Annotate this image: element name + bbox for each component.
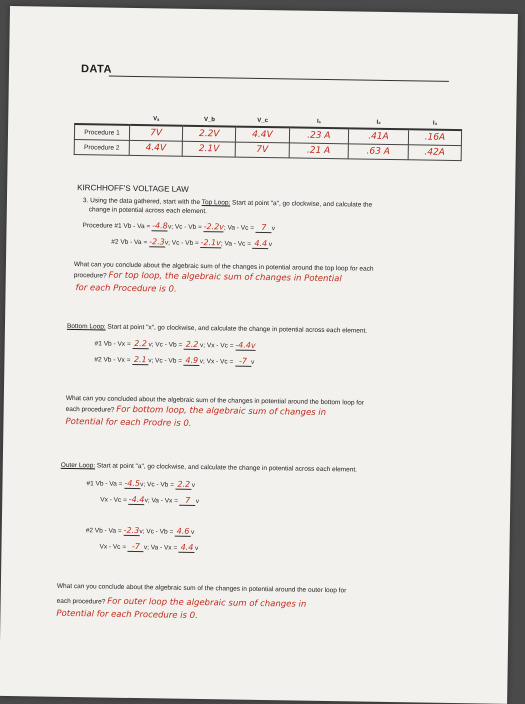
row-text: v; Va - Vx =	[143, 544, 178, 552]
bottom-loop-intro	[67, 323, 367, 335]
table-cell: .42A	[408, 145, 461, 161]
row-text: v	[268, 241, 273, 249]
answer-field: -4.8	[152, 221, 168, 231]
table-row-label: Procedure 2	[74, 140, 129, 156]
answer-field: 2.2	[177, 479, 191, 489]
row-label: #1 Vb - Vx =	[94, 340, 131, 348]
row-text: ; Va - Vc =	[220, 240, 251, 248]
row-label: #2 Vb - Va =	[111, 238, 148, 247]
kvl-heading: KIRCHHOFF'S VOLTAGE LAW	[77, 183, 189, 194]
answer-field: -2.3	[123, 525, 140, 536]
table-header-vb: V_b	[203, 116, 216, 123]
answer-outer-line-1: For outer loop the algebraic sum of changes in	[107, 596, 307, 610]
top-loop-row-2	[111, 237, 272, 250]
table-header-va: Vₐ	[153, 115, 160, 122]
row-text: v; Vc - Vb =	[148, 357, 183, 365]
outer-loop-p2-row-1	[86, 525, 195, 537]
row-text: v; Vc - Vb =	[139, 528, 174, 536]
table-cell: .23 A	[289, 127, 349, 143]
answer-top-line-1: For top loop, the algebraic sum of changes in Potential	[108, 270, 342, 285]
answer-top-line-2: for each Procedure is 0.	[75, 283, 177, 295]
answer-field: -2.2v	[203, 222, 225, 232]
answer-field: 4.4	[254, 238, 268, 249]
table-cell: 7V	[129, 125, 182, 141]
row-text: v; Vx - Vc =	[199, 342, 234, 350]
answer-field: 4.6	[176, 526, 190, 536]
row-text: v	[194, 544, 199, 553]
row-text: v	[250, 358, 255, 366]
answer-outer-line-2: Potential for each Procedure is 0.	[56, 608, 198, 622]
answer-field: 4.9	[185, 355, 199, 365]
table-header-i3: I₃	[432, 120, 438, 127]
table-cell: .21 A	[289, 143, 349, 159]
answer-field: 4.4	[180, 542, 194, 552]
row-label: #2 Vb - Vx =	[94, 356, 131, 364]
top-loop-label: Top Loop:	[201, 199, 231, 207]
question-top-line-2: procedure? For top loop, the algebraic sum of changes in Potential	[73, 270, 342, 285]
answer-field: -7	[235, 357, 251, 367]
outer-loop-label: Outer Loop:	[60, 461, 96, 470]
data-table	[74, 112, 463, 161]
table-header-i1: I₁	[316, 118, 322, 125]
row-text: v; Vc - Vb =	[140, 481, 174, 489]
answer-field: 2.1	[133, 354, 147, 365]
bottom-loop-row-2	[94, 354, 254, 367]
table-cell: 2.1V	[182, 141, 235, 157]
q3-line-2: change in potential across each element.	[88, 206, 208, 216]
answer-field: -7	[128, 542, 144, 552]
row-text: v	[191, 481, 196, 489]
table-cell: 4.4V	[129, 140, 182, 156]
worksheet-page	[0, 6, 518, 704]
outer-loop-p1-row-2	[100, 494, 199, 506]
row-label: #2 Vb - Va =	[85, 527, 122, 535]
row-text: v	[190, 528, 195, 536]
q3-text-2: Start at point "a", go clockwise, and calculate the	[230, 199, 373, 209]
row-text: v; Va - Vx =	[144, 497, 178, 505]
row-text: v	[195, 497, 200, 506]
bottom-loop-text: Start at point "x", go clockwise, and calculate the change in potential across each element.	[105, 323, 368, 335]
row-label: #1 Vb - Va =	[86, 480, 123, 488]
q3-text-1: 3. Using the data gathered, start with the	[82, 197, 201, 207]
table-cell: .16A	[408, 129, 461, 145]
table-cell: 7V	[235, 142, 288, 158]
answer-field: -4.4	[128, 494, 145, 505]
table-cell: 4.4V	[236, 127, 289, 143]
question-top-line-1: What can you conclude about the algebraic sum of the changes in potential around the top loop for each	[73, 261, 374, 273]
answer-bottom-line-2: Potential for each Prodre is 0.	[65, 416, 192, 429]
table-header-vc: V_c	[257, 117, 269, 124]
question-bottom-line-2: each procedure? For bottom loop, the algebraic sum of changes in	[65, 404, 327, 419]
outer-loop-p1-row-1	[86, 478, 195, 490]
data-title: DATA	[80, 63, 113, 76]
row-text: v; Vx - Vc =	[199, 358, 234, 366]
top-loop-row-1	[82, 220, 275, 233]
outer-loop-text: Start at point "a", go clockwise, and calculate the change in potential across each element.	[95, 462, 358, 474]
row-label: Vx - Vc =	[99, 543, 127, 551]
answer-field: -2.1v	[200, 238, 221, 248]
answer-field: 2.2	[134, 338, 147, 349]
answer-field: 7	[180, 496, 196, 506]
row-text: v	[271, 225, 276, 233]
row-text: v; Vc - Vb =	[164, 239, 199, 247]
row-text: v; Vc - Vb =	[148, 341, 183, 349]
row-text: ; Va - Vc =	[223, 224, 255, 232]
answer-field: 2.2	[185, 339, 199, 350]
table-cell: .63 A	[348, 144, 408, 160]
question-outer-line-1: What can you conclude about the algebraic sum of the changes in potential around the outer loop for	[56, 582, 347, 595]
table-cell: .41A	[349, 128, 409, 144]
bottom-loop-row-1	[95, 338, 256, 351]
answer-field: 7	[256, 223, 272, 233]
table-header-blank	[75, 112, 130, 125]
outer-loop-p2-row-2	[99, 541, 198, 553]
table-row-label: Procedure 1	[74, 124, 129, 140]
row-text: v; Vc - Vb =	[167, 223, 202, 232]
answer-field: -4.4v	[235, 340, 256, 350]
question-bottom-line-1: What can you concluded about the algebraic sum of the changes in potential around the bottom loop for	[65, 394, 364, 407]
answer-field: -2.3	[149, 237, 165, 247]
bottom-loop-label: Bottom Loop:	[66, 322, 106, 331]
row-label: Vx - Vc =	[100, 496, 127, 504]
answer-field: -4.5	[124, 478, 141, 489]
row-label: Procedure #1 Vb - Va =	[82, 222, 151, 231]
table-header-i2: I₂	[376, 119, 381, 126]
table-cell: 2.2V	[183, 126, 236, 142]
question-outer-line-2: each procedure? For outer loop the algebraic sum of changes in	[56, 596, 307, 610]
answer-bottom-line-1: For bottom loop, the algebraic sum of changes in	[116, 404, 327, 419]
outer-loop-intro	[61, 462, 357, 474]
data-title-line	[109, 76, 449, 82]
